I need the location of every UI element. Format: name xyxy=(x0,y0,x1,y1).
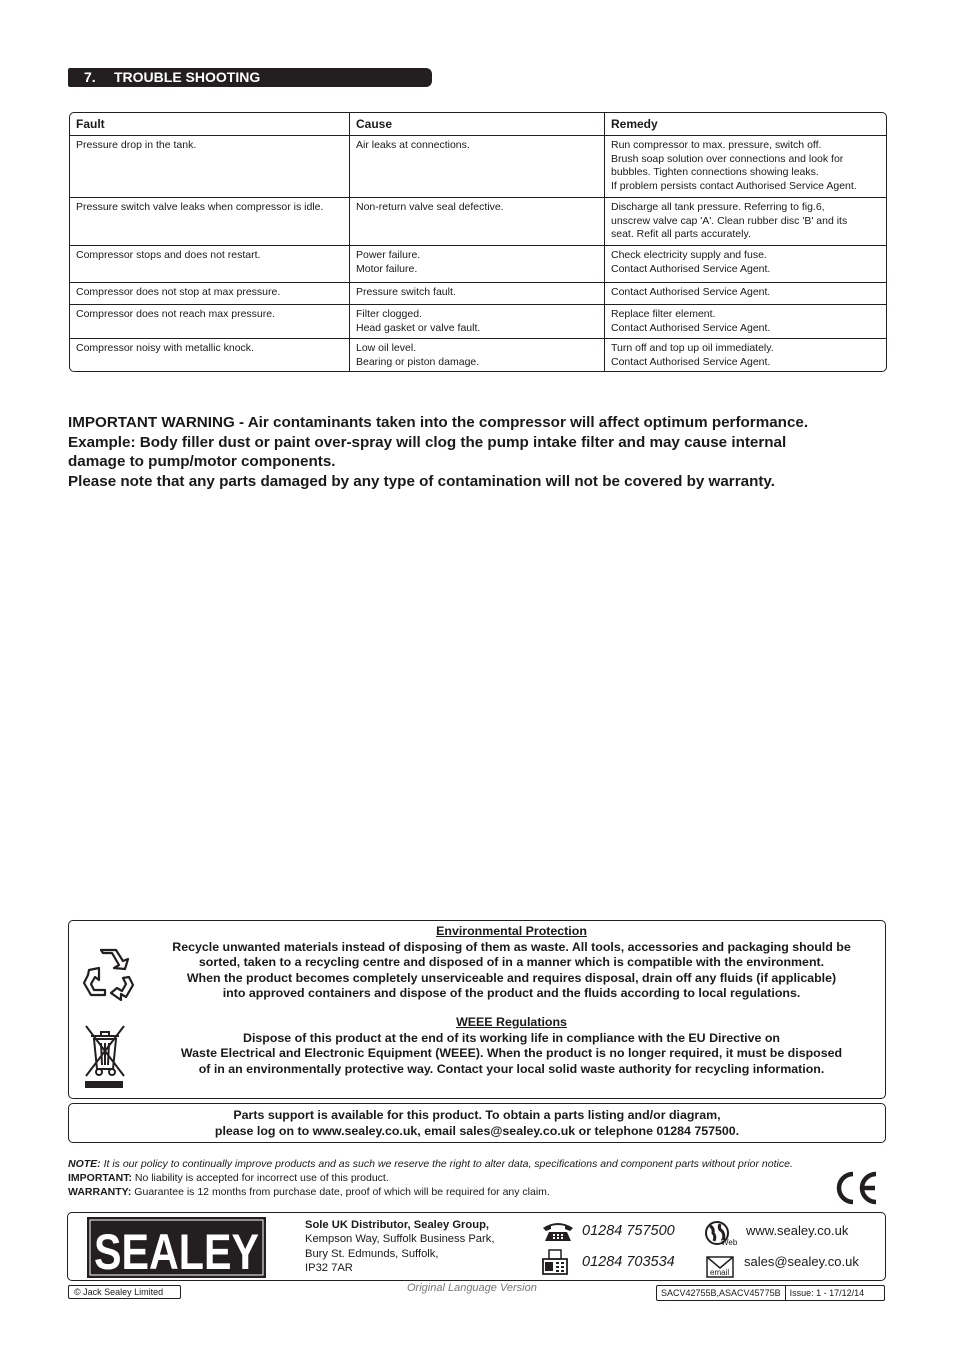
address-line: Kempson Way, Suffolk Business Park, xyxy=(305,1233,495,1246)
remedy-cell: Run compressor to max. pressure, switch off. Brush soap solution over connections and look for bubbles. Tighten connections showing leaks. If problem persists contact Authorised Service Agent. xyxy=(604,136,886,197)
table-row xyxy=(70,304,886,338)
address-line: Bury St. Edmunds, Suffolk, xyxy=(305,1247,439,1260)
table-row xyxy=(70,135,886,197)
cause-cell: Filter clogged. Head gasket or valve fault. xyxy=(349,305,604,338)
warranty-line: WARRANTY: Guarantee is 12 months from purchase date, proof of which will be required for any claim. xyxy=(68,1186,550,1198)
copyright-label: © Jack Sealey Limited xyxy=(68,1285,181,1299)
remedy-cell: Check electricity supply and fuse. Contact Authorised Service Agent. xyxy=(604,246,886,282)
address-line: IP32 7AR xyxy=(305,1261,353,1274)
email-link[interactable]: sales@sealey.co.uk xyxy=(744,1254,859,1269)
cause-cell: Power failure. Motor failure. xyxy=(349,246,604,282)
cause-cell: Low oil level. Bearing or piston damage. xyxy=(349,339,604,371)
weee-title: WEEE Regulations xyxy=(456,1015,567,1029)
warning-line: Example: Body filler dust or paint over-spray will clog the pump intake filter and may cause internal xyxy=(68,433,787,451)
footer-contact-box xyxy=(67,1212,886,1281)
trouble-shooting-table xyxy=(69,112,887,372)
phone-number: 01284 757500 xyxy=(582,1223,675,1239)
fault-cell: Compressor noisy with metallic knock. xyxy=(76,342,254,354)
weee-line: of in an environmentally protective way. Contact your local solid waste authority for recycling information. xyxy=(198,1061,825,1076)
environment-line: Recycle unwanted materials instead of disposing of them as waste. All tools, accessories and packaging should be xyxy=(172,939,851,954)
header-cause: Cause xyxy=(349,113,604,135)
table-row xyxy=(70,282,886,304)
warning-line: IMPORTANT WARNING - Air contaminants taken into the compressor will affect optimum performance. xyxy=(68,414,809,431)
distributor-address xyxy=(305,1218,494,1275)
section-header xyxy=(68,68,432,87)
svg-text:SEALEY: SEALEY xyxy=(94,1224,259,1280)
remedy-cell: Replace filter element. Contact Authorised Service Agent. xyxy=(604,305,886,338)
recycle-icon xyxy=(81,947,137,1003)
environment-line: sorted, taken to a recycling centre and disposed of in a manner which is compatible with the environment. xyxy=(198,955,825,969)
remedy-cell: Contact Authorised Service Agent. xyxy=(604,283,886,304)
table-row xyxy=(70,197,886,245)
header-remedy: Remedy xyxy=(604,113,886,135)
environment-text xyxy=(149,924,874,1002)
table-row xyxy=(70,338,886,371)
environment-title: Environmental Protection xyxy=(436,924,587,938)
section-number: 7. xyxy=(84,69,96,85)
fault-cell: Compressor stops and does not restart. xyxy=(76,249,261,261)
weee-line: Waste Electrical and Electronic Equipment (WEEE). When the product is no longer required, it must be disposed xyxy=(180,1046,843,1060)
parts-line: please log on to www.sealey.co.uk, email sales@sealey.co.uk or telephone 01284 757500. xyxy=(214,1123,740,1138)
sealey-logo xyxy=(87,1217,266,1278)
warning-line: Please note that any parts damaged by any type of contamination will not be covered by warranty. xyxy=(68,472,775,490)
environmental-protection-box xyxy=(68,920,886,1099)
header-fault: Fault xyxy=(76,117,105,131)
ce-mark-icon xyxy=(834,1170,880,1206)
important-warning xyxy=(68,413,898,491)
warning-line: damage to pump/motor components. xyxy=(68,453,336,471)
remedy-cell: Turn off and top up oil immediately. Contact Authorised Service Agent. xyxy=(604,339,886,371)
parts-line: Parts support is available for this product. To obtain a parts listing and/or diagram, xyxy=(233,1108,721,1122)
table-header-row xyxy=(70,113,886,135)
fax-number: 01284 703534 xyxy=(582,1254,675,1270)
environment-line: into approved containers and dispose of the product and the fluids according to local regulations. xyxy=(222,986,801,1000)
important-line: IMPORTANT: No liability is accepted for incorrect use of this product. xyxy=(68,1172,389,1184)
email-icon-label: email xyxy=(710,1268,730,1277)
issue-date: Issue: 1 - 17/12/14 xyxy=(785,1286,869,1300)
environment-line: When the product becomes completely unserviceable and requires disposal, drain off any fluids (if applicable) xyxy=(186,970,837,985)
remedy-cell: Discharge all tank pressure. Referring to fig.6, unscrew valve cap 'A'. Clean rubber disc 'B' and its seat. Refit all parts accurately. xyxy=(604,198,886,245)
cause-cell: Non-return valve seal defective. xyxy=(349,198,604,245)
fault-cell: Pressure drop in the tank. xyxy=(76,139,197,151)
telephone-icon xyxy=(541,1220,575,1242)
weee-text xyxy=(149,1015,874,1077)
cause-cell: Pressure switch fault. xyxy=(349,283,604,304)
parts-support-box xyxy=(68,1103,886,1143)
note-line: NOTE: It is our policy to continually improve products and as such we reserve the right to alter data, specifications and component parts without prior notice. xyxy=(68,1158,793,1170)
table-row xyxy=(70,245,886,282)
fault-cell: Compressor does not reach max pressure. xyxy=(76,308,276,320)
web-icon-label: Web xyxy=(721,1238,738,1247)
weee-line: Dispose of this product at the end of its working life in compliance with the EU Directive on xyxy=(243,1030,780,1045)
original-language-note: Original Language Version xyxy=(407,1282,537,1294)
address-line: Sole UK Distributor, Sealey Group, xyxy=(305,1219,490,1231)
cause-cell: Air leaks at connections. xyxy=(349,136,604,197)
crossed-bin-icon xyxy=(83,1023,127,1089)
legal-notes xyxy=(68,1157,793,1199)
fault-cell: Compressor does not stop at max pressure. xyxy=(76,286,281,298)
website-link[interactable]: www.sealey.co.uk xyxy=(746,1223,849,1238)
document-reference xyxy=(656,1285,885,1301)
section-title: TROUBLE SHOOTING xyxy=(114,69,261,85)
fax-icon xyxy=(541,1249,569,1275)
fault-cell: Pressure switch valve leaks when compressor is idle. xyxy=(76,201,324,213)
model-reference: SACV42755B,ASACV45775B xyxy=(661,1288,781,1298)
